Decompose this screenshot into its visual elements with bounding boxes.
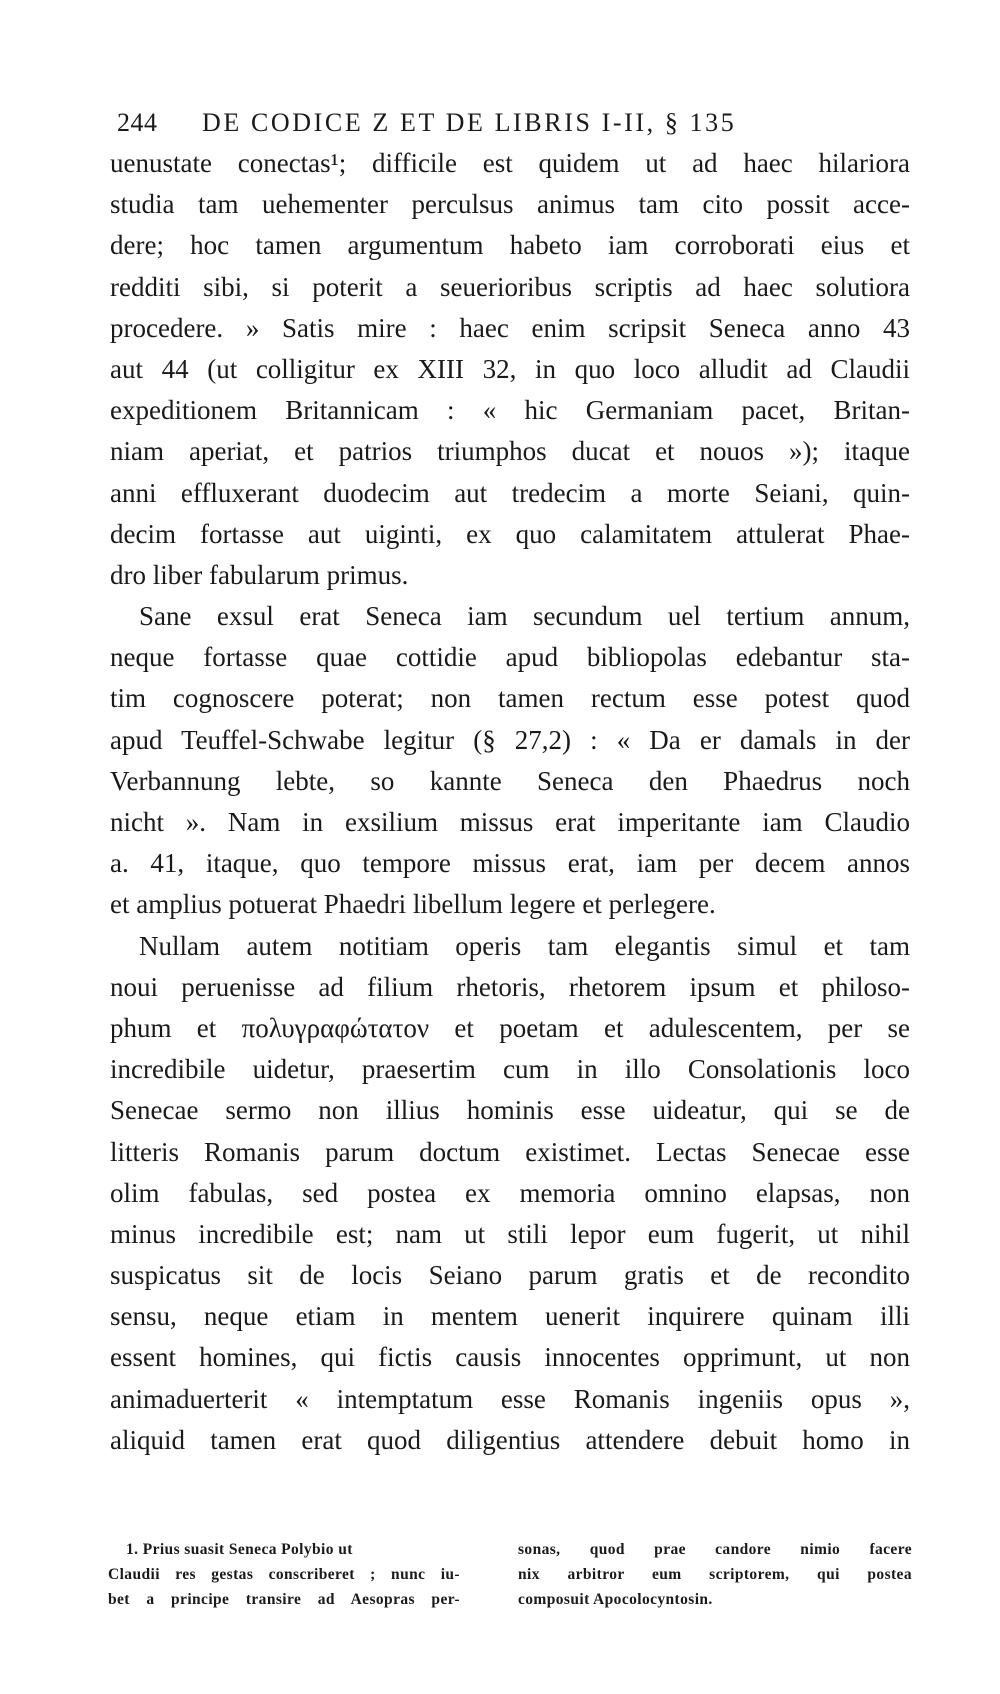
text-line: et amplius potuerat Phaedri libellum legere et perlegere. — [110, 889, 716, 920]
footnote-line: composuit Apocolocyntosin. — [518, 1591, 713, 1608]
text-line: sensu, neque etiam in mentem uenerit inquirere quinam illi — [110, 1301, 910, 1332]
text-line: minus incredibile est; nam ut stili lepor eum fugerit, ut nihil — [110, 1218, 910, 1249]
footnote-line: 1. Prius suasit Seneca Polybio ut — [126, 1541, 353, 1558]
text-line: incredibile uidetur, praesertim cum in illo Consolationis loco — [110, 1054, 910, 1085]
text-line: litteris Romanis parum doctum existimet. Lectas Senecae esse — [110, 1136, 910, 1167]
text-line: uenustate conectas¹; difficile est quidem ut ad haec hilariora — [110, 148, 910, 178]
text-line: redditi sibi, si poterit a seuerioribus scriptis ad haec solutiora — [110, 271, 910, 302]
running-title: DE CODICE Z ET DE LIBRIS I-II, § 135 — [202, 108, 737, 137]
text-line: Verbannung lebte, so kannte Seneca den Phaedrus noch — [110, 765, 910, 796]
text-line: Senecae sermo non illius hominis esse uideatur, qui se de — [110, 1095, 910, 1126]
body-text — [110, 143, 910, 1461]
text-line: noui peruenisse ad filium rhetoris, rhetorem ipsum et philoso- — [110, 971, 910, 1002]
text-line: dro liber fabularum primus. — [110, 559, 409, 590]
footnote-line: nix arbitror eum scriptorem, qui postea — [518, 1566, 912, 1583]
text-line: anni effluxerant duodecim aut tredecim a morte Seiani, quin- — [110, 477, 910, 508]
running-head — [117, 106, 902, 140]
text-line: studia tam uehementer perculsus animus tam cito possit acce- — [110, 189, 910, 220]
text-line: aliquid tamen erat quod diligentius attendere debuit homo in — [110, 1424, 910, 1455]
paragraph-start-line: Nullam autem notitiam operis tam elegantis simul et tam — [139, 930, 910, 961]
text-line: phum et πολυγραφώτατον et poetam et adulescentem, per se — [110, 1012, 910, 1043]
text-line: decim fortasse aut uiginti, ex quo calamitatem attulerat Phae- — [110, 518, 910, 549]
text-line: neque fortasse quae cottidie apud bibliopolas edebantur sta- — [110, 642, 910, 673]
text-line: tim cognoscere poterat; non tamen rectum esse potest quod — [110, 683, 910, 714]
text-line: dere; hoc tamen argumentum habeto iam corroborati eius et — [110, 230, 910, 261]
text-line: expeditionem Britannicam : « hic Germaniam pacet, Britan- — [110, 395, 910, 426]
page-number: 244 — [117, 108, 158, 137]
text-line: essent homines, qui fictis causis innocentes opprimunt, ut non — [110, 1342, 910, 1373]
footnote-line: bet a principe transire ad Aesopras per- — [108, 1591, 460, 1608]
paragraph-start-line: Sane exsul erat Seneca iam secundum uel tertium annum, — [139, 601, 910, 632]
text-line: niam aperiat, et patrios triumphos ducat et nouos »); itaque — [110, 436, 910, 467]
text-line: a. 41, itaque, quo tempore missus erat, iam per decem annos — [110, 848, 910, 879]
text-line: suspicatus sit de locis Seiano parum gratis et de recondito — [110, 1260, 910, 1291]
footnote-left-column — [108, 1537, 460, 1612]
text-line: apud Teuffel-Schwabe legitur (§ 27,2) : « Da er damals in der — [110, 724, 910, 755]
text-line: nicht ». Nam in exsilium missus erat imperitante iam Claudio — [110, 807, 910, 837]
text-line: aut 44 (ut colligitur ex XIII 32, in quo loco alludit ad Claudii — [110, 353, 910, 384]
footnote-line: sonas, quod prae candore nimio facere — [518, 1541, 912, 1558]
footnote-line: Claudii res gestas conscriberet ; nunc iu- — [108, 1566, 460, 1583]
text-line: olim fabulas, sed postea ex memoria omnino elapsas, non — [110, 1177, 910, 1208]
footnote-right-column — [518, 1537, 912, 1612]
text-line: procedere. » Satis mire : haec enim scripsit Seneca anno 43 — [110, 312, 910, 343]
text-line: animaduerterit « intemptatum esse Romanis ingeniis opus », — [110, 1383, 910, 1414]
